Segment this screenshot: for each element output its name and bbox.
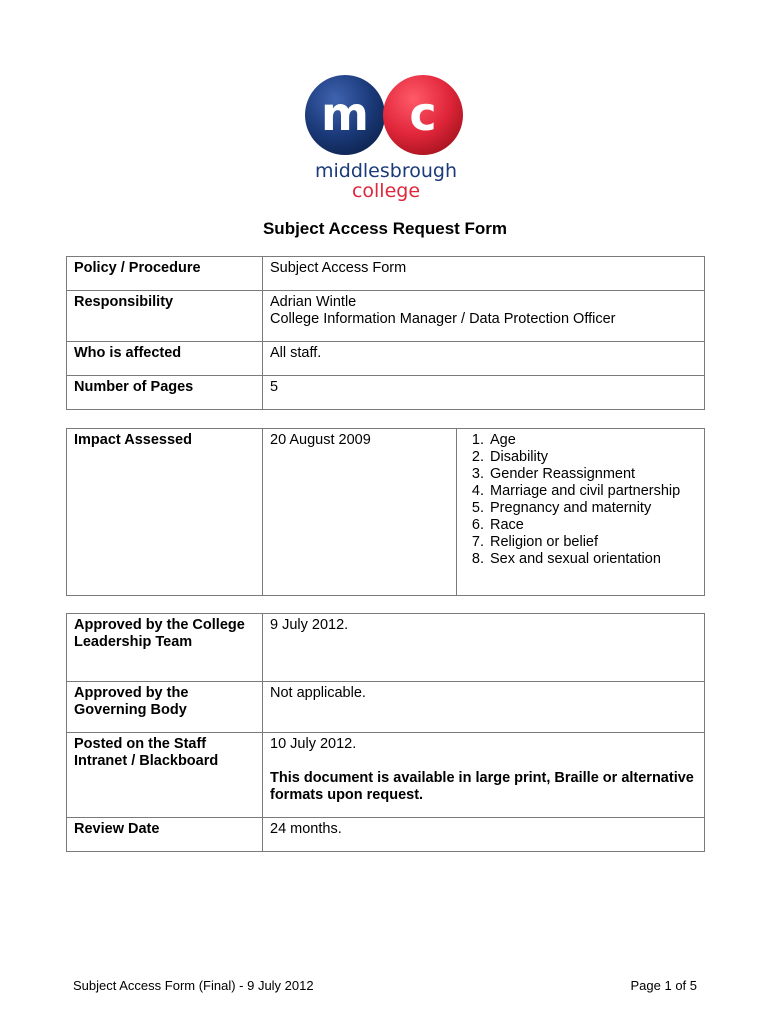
responsibility-role: College Information Manager / Data Protection Officer	[270, 311, 616, 327]
pages-label: Number of Pages	[67, 376, 263, 410]
logo-graphic	[300, 73, 472, 205]
impact-label: Impact Assessed	[67, 429, 263, 596]
impact-date: 20 August 2009	[263, 429, 457, 596]
affected-value: All staff.	[263, 342, 705, 376]
posted-date: 10 July 2012.	[270, 736, 357, 752]
policy-value: Subject Access Form	[263, 257, 705, 291]
review-date-value: 24 months.	[263, 818, 705, 852]
impact-list	[464, 432, 697, 568]
responsibility-label: Responsibility	[67, 291, 263, 342]
list-item: 2. Disability	[488, 449, 697, 466]
table-row	[67, 614, 705, 682]
list-item: 7. Religion or belief	[488, 534, 697, 551]
impact-list-cell	[457, 429, 705, 596]
college-logo	[300, 73, 472, 205]
list-item: 4. Marriage and civil partnership	[488, 483, 697, 500]
table-row	[67, 257, 705, 291]
impact-table	[66, 428, 705, 596]
table-row	[67, 291, 705, 342]
posted-value-cell	[263, 733, 705, 818]
alternative-formats-note: This document is available in large print, Braille or alternative formats upon request.	[270, 770, 694, 803]
list-item: 3. Gender Reassignment	[488, 466, 697, 483]
policy-label: Policy / Procedure	[67, 257, 263, 291]
table-row	[67, 429, 705, 596]
table-row	[67, 733, 705, 818]
logo-letter-m: m	[321, 87, 369, 141]
policy-table	[66, 256, 705, 410]
table-row	[67, 818, 705, 852]
logo-letter-c: c	[409, 87, 437, 141]
responsibility-name: Adrian Wintle	[270, 294, 357, 310]
responsibility-value	[263, 291, 705, 342]
logo-text-college: college	[351, 180, 421, 202]
leadership-approval-value: 9 July 2012.	[263, 614, 705, 682]
approval-table	[66, 613, 705, 852]
posted-label: Posted on the Staff Intranet / Blackboard	[67, 733, 263, 818]
page-title: Subject Access Request Form	[262, 219, 508, 238]
list-item: 8. Sex and sexual orientation	[488, 551, 697, 568]
table-row	[67, 682, 705, 733]
affected-label: Who is affected	[67, 342, 263, 376]
table-row	[67, 376, 705, 410]
leadership-approval-label: Approved by the College Leadership Team	[67, 614, 263, 682]
list-item: 5. Pregnancy and maternity	[488, 500, 697, 517]
footer-page-number: Page 1 of 5	[630, 978, 697, 993]
footer-document-info: Subject Access Form (Final) - 9 July 2012	[73, 978, 314, 993]
governing-approval-value: Not applicable.	[263, 682, 705, 733]
governing-approval-label: Approved by the Governing Body	[67, 682, 263, 733]
review-date-label: Review Date	[67, 818, 263, 852]
pages-value: 5	[263, 376, 705, 410]
table-row	[67, 342, 705, 376]
logo-text-middlesbrough: middlesbrough	[315, 160, 457, 182]
list-item: 1. Age	[488, 432, 697, 449]
list-item: 6. Race	[488, 517, 697, 534]
